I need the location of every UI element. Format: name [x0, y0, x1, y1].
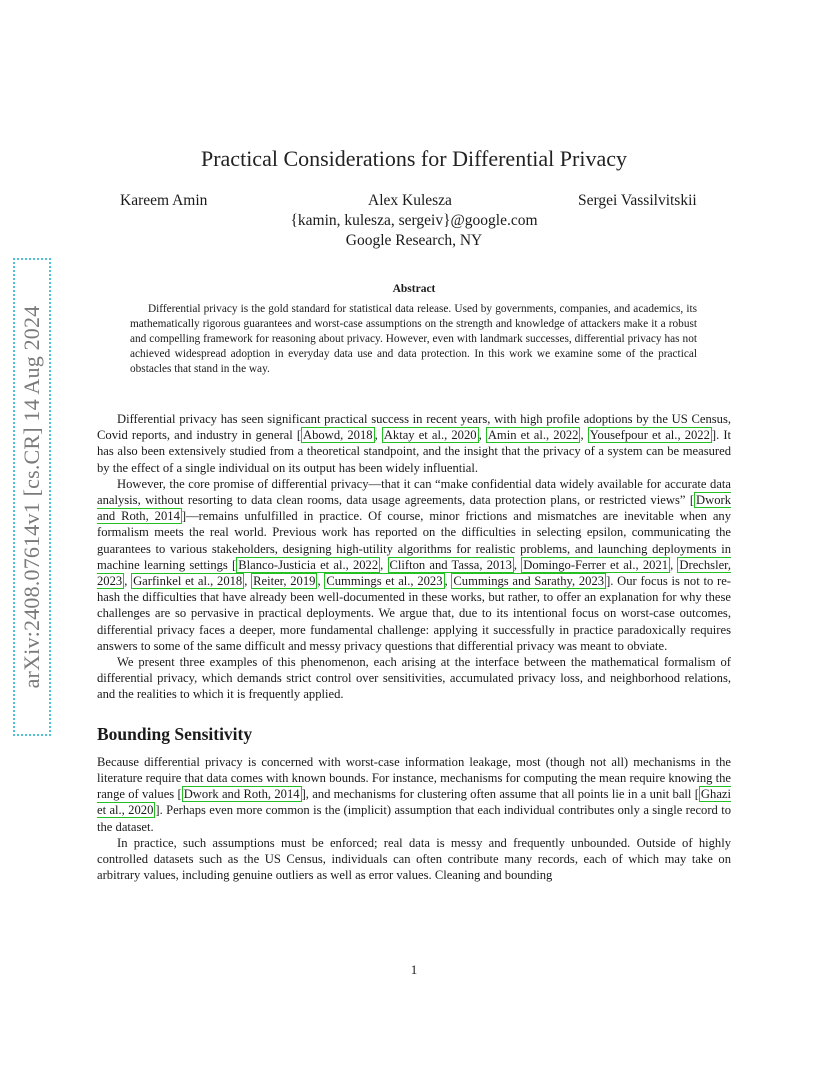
intro-paragraph-1: Differential privacy has seen significant practical success in recent years, with high profile adoptions by the US Census, Covid reports, and industry in general [ Abowd, 2018 , Aktay et al., 2020 , Amin et al., 2022 , Yousefpour et al., 2022 ]. It has also been extensively studied from a theoretical standpoint, and the insight that the privacy of a system can be measured by the effect of a single individual on its output has been widely influential.: [97, 412, 732, 475]
citation-link[interactable]: Abowd, 2018: [303, 428, 373, 443]
citation-link[interactable]: Blanco-Justicia et al., 2022: [238, 557, 379, 572]
intro-paragraph-2: However, the core promise of differential privacy—that it can “make confidential data widely available for accurate data analysis, without resorting to data clean rooms, data usage agreements, data protection plans, or restricted views” [ Dwork and Roth, 2014 ]—remains unfulfilled in practice. Of course, minor frictions and mismatches are inevitable when any formalism meets the real world. Previous work has reported on the difficulties in selecting epsilon, communicating the guarantees to various stakeholders, designing high-utility algorithms for realistic problems, and launching deployments in machine learning settings [ Blanco-Justicia et al., 2022 , Clifton and Tassa, 2013 , Domingo-Ferrer et al., 2021 , Drechsler, 2023 , Garfinkel et al., 2018 , Reiter, 2019 , Cummings et al., 2023 , Cummings and Sarathy, 2023 ]. Our focus is not to re-hash the difficulties that have already been well-documented in these works, but rather, to offer an explanation for why these challenges are so pervasive in practical deployments. We argue that, due to its intentional focus on worst-case outcomes, differential privacy faces a deeper, more fundamental challenge: applying it successfully in practice paradoxically requires answers to some of the same difficult and messy privacy questions that differential privacy was meant to obviate.: [97, 476, 732, 653]
citation-link[interactable]: Dwork and Roth, 2014: [97, 493, 731, 524]
page-number: 1: [410, 962, 418, 977]
arxiv-identifier: arXiv:2408.07614v1 [cs.CR] 14 Aug 2024: [19, 305, 44, 689]
citation-link[interactable]: Cummings and Sarathy, 2023: [453, 574, 605, 589]
citation-link[interactable]: Reiter, 2019: [253, 574, 316, 589]
citation-link[interactable]: Ghazi et al., 2020: [97, 787, 731, 818]
citation-link[interactable]: Clifton and Tassa, 2013: [389, 557, 512, 572]
author-emails: {kamin, kulesza, sergeiv}@google.com: [290, 212, 538, 229]
citation-link[interactable]: Dwork and Roth, 2014: [183, 787, 300, 802]
main-text: [97, 411, 731, 883]
citation-link[interactable]: Aktay et al., 2020: [383, 428, 477, 443]
citation-link[interactable]: Drechsler, 2023: [97, 557, 732, 589]
abstract-text: Differential privacy is the gold standard for statistical data release. Used by governments, companies, and academics, its mathematically rigorous guarantees and worst-case assumptions on the strength and knowledge of attackers make it a robust and compelling framework for reasoning about privacy. However, even with landmark successes, differential privacy has not achieved widespread adoption in everyday data use and data protection. In this work we examine some of the practical obstacles that stand in the way.: [130, 303, 697, 375]
citation-link[interactable]: Cummings et al., 2023: [326, 574, 443, 589]
affiliation: Google Research, NY: [345, 232, 483, 249]
abstract-heading: Abstract: [392, 283, 436, 295]
citation-link[interactable]: Garfinkel et al., 2018: [133, 574, 243, 589]
author-2: Alex Kulesza: [368, 192, 452, 209]
section-paragraph-1: Because differential privacy is concerned with worst-case information leakage, most (though not all) mechanisms in the literature require that data comes with known bounds. For instance, mechanisms for computing the mean require knowing the range of values [ Dwork and Roth, 2014 ], and mechanisms for clustering often assume that all points lie in a unit ball [ Ghazi et al., 2020 ]. Perhaps even more common is the (implicit) assumption that each individual contributes only a single record to the dataset.: [97, 754, 731, 834]
intro-paragraph-3: We present three examples of this phenomenon, each arising at the interface between the mathematical formalism of differential privacy, which demands strict control over sensitivities, accumulated privacy loss, and neighborhood relations, and the realities to which it is frequently applied.: [97, 655, 731, 702]
section-paragraph-2: In practice, such assumptions must be enforced; real data is messy and frequently unbounded. Outside of highly controlled datasets such as the US Census, individuals can often contribute many records, each of which may take on arbitrary values, including genuine outliers as well as error values. Cleaning and bounding: [97, 835, 731, 883]
section-heading-bounding-sensitivity: Bounding Sensitivity: [97, 723, 253, 744]
citation-link[interactable]: Amin et al., 2022: [487, 428, 579, 443]
author-3: Sergei Vassilvitskii: [578, 192, 697, 209]
paper-title: Practical Considerations for Differential Privacy: [200, 146, 627, 171]
citation-link[interactable]: Domingo-Ferrer et al., 2021: [523, 557, 669, 572]
citation-link[interactable]: Yousefpour et al., 2022: [589, 428, 710, 443]
arxiv-identifier-stamp: [13, 258, 51, 736]
author-1: Kareem Amin: [120, 192, 208, 209]
